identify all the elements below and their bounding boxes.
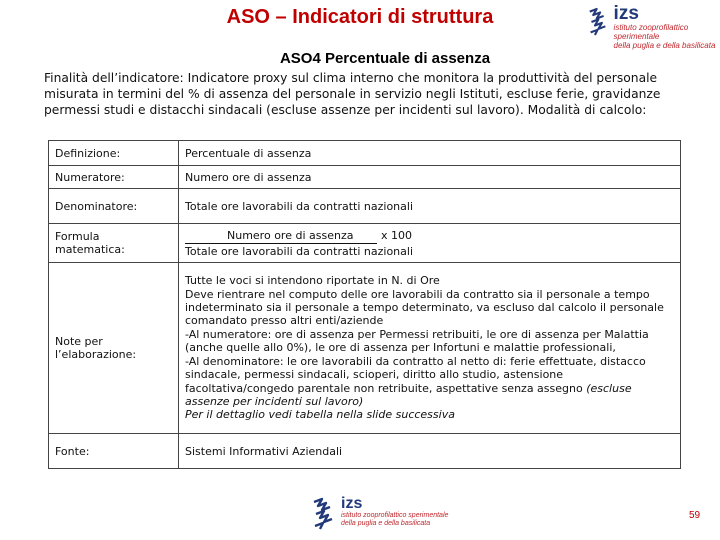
- izs-logo-footer: [312, 496, 448, 532]
- note-line: Tutte le voci si intendono riportate in N. di Ore: [185, 274, 440, 288]
- note-line: [185, 355, 674, 409]
- note-line-detail: Per il dettaglio vedi tabella nella slide successiva: [185, 408, 455, 422]
- logo-line2: della puglia e della basilicata: [613, 41, 716, 51]
- table-row: [49, 166, 681, 189]
- denominatore-label: Denominatore:: [49, 189, 179, 224]
- definizione-value: Percentuale di assenza: [179, 141, 681, 166]
- numeratore-value: Numero ore di assenza: [179, 166, 681, 189]
- table-row: [49, 189, 681, 224]
- formula-label: Formula matematica:: [49, 224, 179, 263]
- indicator-title: ASO4 Percentuale di assenza: [279, 50, 491, 67]
- logo-brand: izs: [613, 3, 639, 24]
- note-line: -Al numeratore: ore di assenza per Permessi retribuiti, le ore di assenza per Malattia (anche quelle allo 0%), le ore di assenza per Infortuni e malattie professionali,: [185, 327, 649, 355]
- formula-numerator: Numero ore di assenza: [185, 228, 377, 244]
- formula-multiplier: x 100: [380, 228, 412, 242]
- formula-denominator: Totale ore lavorabili da contratti nazionali: [185, 244, 413, 258]
- slide-title: ASO – Indicatori di struttura: [226, 6, 494, 28]
- numeratore-label: Numeratore:: [49, 166, 179, 189]
- izs-zigzag-logo-icon: [312, 496, 338, 532]
- table-row: [49, 434, 681, 469]
- izs-zigzag-logo-icon: [588, 4, 611, 40]
- indicator-table: [48, 140, 681, 469]
- note-label: Note per l’elaborazione:: [49, 263, 179, 434]
- indicator-description: Finalità dell’indicatore: Indicatore proxy sul clima interno che monitora la produttività del personale misurata in termini del % di assenza del personale in servizio negli Istituti, escluse ferie, gravidanze permessi studi e distacchi sindacali (escluse assenze per incidenti sul lavoro). Modalità di calcolo:: [44, 71, 661, 117]
- logo-line1: istituto zooprofilattico sperimentale: [613, 23, 689, 42]
- logo-line2: della puglia e della basilicata: [341, 520, 431, 528]
- definizione-label: Definizione:: [49, 141, 179, 166]
- fonte-value: Sistemi Informativi Aziendali: [179, 434, 681, 469]
- denominatore-value: Totale ore lavorabili da contratti nazionali: [179, 189, 681, 224]
- fonte-label: Fonte:: [49, 434, 179, 469]
- table-row: [49, 141, 681, 166]
- formula-value: [179, 224, 681, 263]
- note-line-italic: (escluse assenze per incidenti sul lavoro): [185, 381, 632, 408]
- note-line-plain: -Al denominatore: le ore lavorabili da contratto al netto di: ferie effettuate, distacco sindacale, permessi sindacali, scioperi, diritto allo studio, astensione facoltativa/congedo parentale non retribuite, aspettative senza assegno: [185, 354, 646, 395]
- note-value: [179, 263, 681, 434]
- page-number: 59: [689, 510, 701, 521]
- table-row: [49, 224, 681, 263]
- izs-logo: [588, 4, 720, 51]
- logo-brand: izs: [341, 495, 363, 512]
- note-line: Deve rientrare nel computo delle ore lavorabili da contratto sia il personale a tempo indeterminato sia il personale a tempo determinato, va escluso dal calcolo il personale comandato presso altri enti/aziende: [185, 287, 664, 328]
- table-row: [49, 263, 681, 434]
- logo-line1: istituto zooprofilattico sperimentale: [341, 512, 449, 519]
